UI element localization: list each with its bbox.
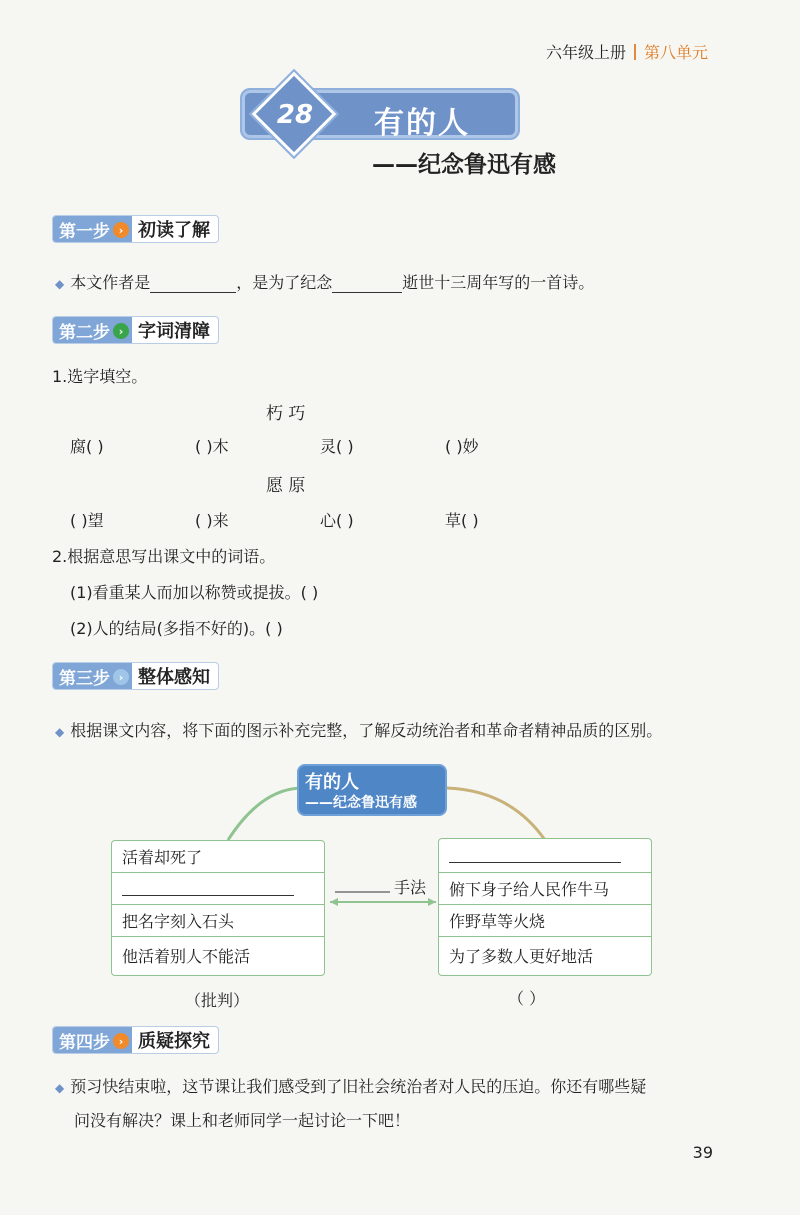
unit-label: 第八单元 <box>643 43 708 62</box>
right-caption[interactable]: （ ） <box>508 989 546 1008</box>
step-3-instruction: ◆ 根据课文内容，将下面的图示补充完整，了解反动统治者和革命者精神品质的区别。 <box>55 721 663 740</box>
diamond-bullet-icon: ◆ <box>55 725 65 739</box>
fill-item[interactable]: ( )妙 <box>445 437 479 456</box>
left-row-blank[interactable] <box>112 873 324 905</box>
lesson-title: 有的人 <box>374 106 470 141</box>
left-box <box>111 840 325 976</box>
fill-item[interactable]: 草( ) <box>445 511 479 530</box>
fill-item[interactable]: ( )来 <box>195 511 229 530</box>
step-name: 质疑探究 <box>138 1031 210 1052</box>
diagram-center-title: 有的人 ——纪念鲁迅有感 <box>297 764 447 816</box>
question-2-title: 2.根据意思写出课文中的词语。 <box>52 547 276 566</box>
question-2b[interactable]: (2)人的结局(多指不好的)。( ) <box>70 619 283 638</box>
step-4-label <box>52 1026 219 1054</box>
arrow-left-icon <box>330 898 338 906</box>
lesson-subtitle: ——纪念鲁迅有感 <box>372 152 556 178</box>
step-4-line-2: 问没有解决？课上和老师同学一起讨论一下吧！ <box>74 1111 411 1130</box>
right-row: 为了多数人更好地活 <box>449 946 594 966</box>
right-row-blank[interactable] <box>439 839 651 873</box>
right-arc <box>446 788 545 840</box>
chevron-right-icon: › <box>113 323 129 339</box>
fill-item[interactable]: ( )望 <box>70 511 104 530</box>
step-number: 第一步 › <box>53 216 132 242</box>
left-caption: （批判） <box>185 991 250 1010</box>
chevron-right-icon: › <box>113 669 129 685</box>
arrow-right-icon <box>428 898 436 906</box>
step-number: 第三步 › <box>53 663 132 689</box>
step-name: 初读了解 <box>138 220 210 241</box>
diamond-bullet-icon: ◆ <box>55 1081 65 1095</box>
grade-label: 六年级上册 <box>545 43 626 62</box>
step-name: 字词清障 <box>138 321 210 342</box>
char-choice-2: 愿 原 <box>266 476 306 496</box>
fill-item[interactable]: 灵( ) <box>320 437 354 456</box>
chevron-right-icon: › <box>113 1033 129 1049</box>
fill-item[interactable]: 心( ) <box>320 511 354 530</box>
lesson-number: 28 <box>276 100 314 130</box>
step-name: 整体感知 <box>138 667 210 688</box>
right-box <box>438 838 652 976</box>
chevron-right-icon: › <box>113 222 129 238</box>
fill-item[interactable]: ( )木 <box>195 437 229 456</box>
right-row: 俯下身子给人民作牛马 <box>439 873 651 905</box>
question-2a[interactable]: (1)看重某人而加以称赞或提拔。( ) <box>70 583 319 602</box>
step-1-question: ◆ 本文作者是 ，是为了纪念 逝世十三周年写的一首诗。 <box>55 273 595 292</box>
left-row: 把名字刻入石头 <box>112 905 324 937</box>
step-4-line-1: ◆ 预习快结束啦，这节课让我们感受到了旧社会统治者对人民的压迫。你还有哪些疑 <box>55 1077 647 1096</box>
step-number: 第四步 › <box>53 1027 132 1053</box>
left-row: 活着却死了 <box>112 841 324 873</box>
left-arc <box>228 788 300 840</box>
left-row: 他活着别人不能活 <box>122 946 251 966</box>
question-1-title: 1.选字填空。 <box>52 367 148 386</box>
diamond-bullet-icon: ◆ <box>55 277 65 291</box>
right-row: 作野草等火烧 <box>439 905 651 937</box>
page-number: 39 <box>692 1143 713 1162</box>
fill-item[interactable]: 腐( ) <box>70 437 104 456</box>
step-number: 第二步 › <box>53 317 132 343</box>
char-choice-1: 朽 巧 <box>266 404 306 424</box>
technique-label: 手法 <box>394 878 427 897</box>
